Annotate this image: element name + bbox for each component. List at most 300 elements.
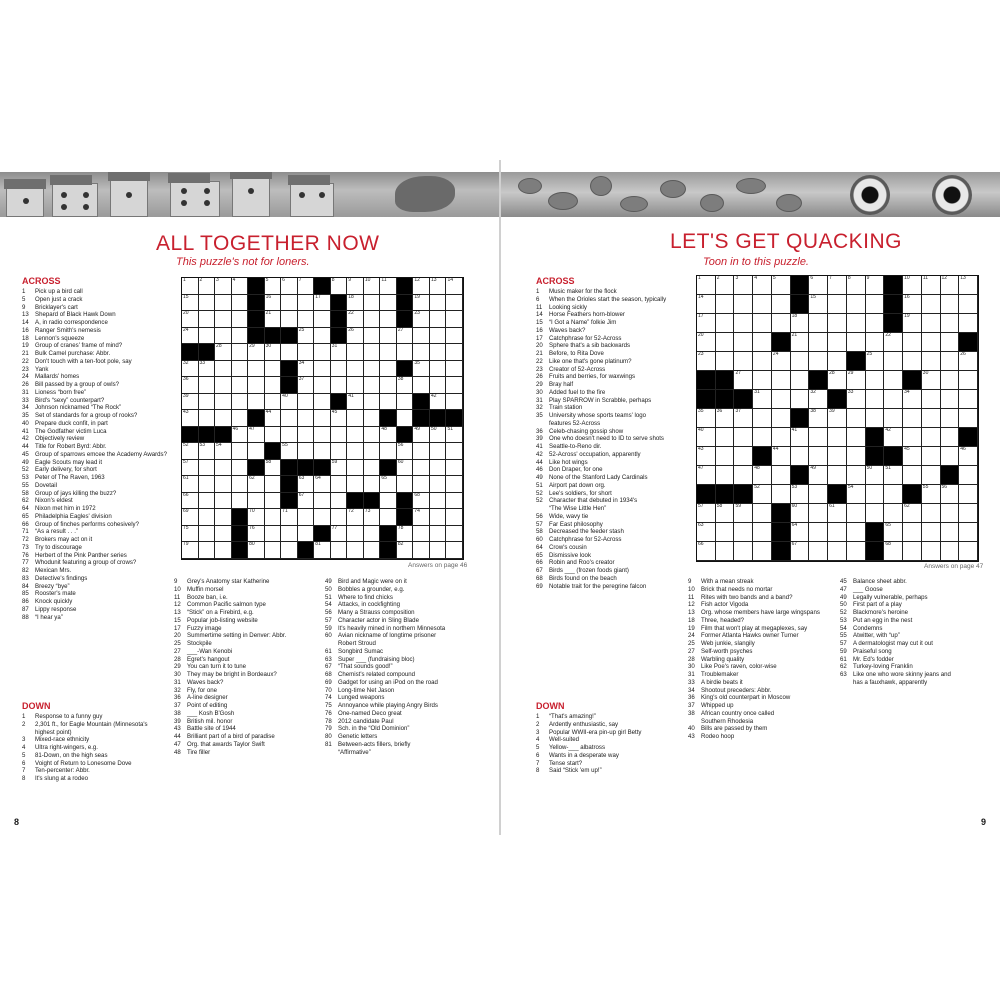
grid-cell[interactable] [331,410,348,427]
grid-cell[interactable] [959,485,978,504]
grid-cell[interactable] [298,493,315,510]
grid-cell[interactable] [314,509,331,526]
grid-cell[interactable] [232,476,249,493]
grid-cell[interactable] [753,504,772,523]
grid-cell[interactable] [959,409,978,428]
grid-cell[interactable] [866,485,885,504]
grid-cell[interactable] [397,460,414,477]
grid-cell[interactable] [413,476,430,493]
grid-cell[interactable] [347,410,364,427]
grid-cell[interactable] [903,390,922,409]
grid-cell[interactable] [364,377,381,394]
grid-cell[interactable] [265,476,282,493]
grid-cell[interactable] [265,278,282,295]
grid-cell[interactable] [753,428,772,447]
grid-cell[interactable] [884,409,903,428]
grid-cell[interactable] [298,427,315,444]
grid-cell[interactable] [215,443,232,460]
grid-cell[interactable] [364,476,381,493]
grid-cell[interactable] [791,504,810,523]
grid-cell[interactable] [232,410,249,427]
grid-cell[interactable] [430,328,447,345]
grid-cell[interactable] [753,371,772,390]
grid-cell[interactable] [772,447,791,466]
grid-cell[interactable] [697,466,716,485]
grid-cell[interactable] [716,504,735,523]
grid-cell[interactable] [248,542,265,559]
grid-cell[interactable] [903,333,922,352]
grid-cell[interactable] [347,394,364,411]
grid-cell[interactable] [847,466,866,485]
grid-cell[interactable] [734,314,753,333]
grid-cell[interactable] [791,523,810,542]
grid-cell[interactable] [866,504,885,523]
grid-cell[interactable] [215,311,232,328]
grid-cell[interactable] [215,410,232,427]
grid-cell[interactable] [772,276,791,295]
grid-cell[interactable] [697,409,716,428]
grid-cell[interactable] [314,328,331,345]
grid-cell[interactable] [281,443,298,460]
grid-cell[interactable] [809,523,828,542]
grid-cell[interactable] [734,409,753,428]
grid-cell[interactable] [809,542,828,561]
grid-cell[interactable] [331,509,348,526]
grid-cell[interactable] [232,295,249,312]
grid-cell[interactable] [364,542,381,559]
grid-cell[interactable] [331,526,348,543]
grid-cell[interactable] [847,295,866,314]
grid-cell[interactable] [298,361,315,378]
grid-cell[interactable] [847,371,866,390]
grid-cell[interactable] [199,443,216,460]
grid-cell[interactable] [430,295,447,312]
grid-cell[interactable] [884,485,903,504]
grid-cell[interactable] [430,443,447,460]
grid-cell[interactable] [215,493,232,510]
grid-cell[interactable] [446,509,463,526]
grid-cell[interactable] [380,278,397,295]
grid-cell[interactable] [413,344,430,361]
grid-cell[interactable] [941,390,960,409]
grid-cell[interactable] [347,311,364,328]
grid-cell[interactable] [397,377,414,394]
grid-cell[interactable] [903,428,922,447]
grid-cell[interactable] [265,295,282,312]
grid-cell[interactable] [182,278,199,295]
grid-cell[interactable] [182,526,199,543]
grid-cell[interactable] [903,523,922,542]
grid-cell[interactable] [866,295,885,314]
grid-cell[interactable] [347,542,364,559]
grid-cell[interactable] [232,328,249,345]
grid-cell[interactable] [903,466,922,485]
grid-cell[interactable] [215,278,232,295]
grid-cell[interactable] [716,466,735,485]
grid-cell[interactable] [265,377,282,394]
grid-cell[interactable] [884,390,903,409]
grid-cell[interactable] [314,476,331,493]
grid-cell[interactable] [199,278,216,295]
grid-cell[interactable] [347,295,364,312]
grid-cell[interactable] [941,485,960,504]
grid-cell[interactable] [922,447,941,466]
grid-cell[interactable] [446,394,463,411]
grid-cell[interactable] [380,344,397,361]
grid-cell[interactable] [248,394,265,411]
grid-cell[interactable] [215,295,232,312]
grid-cell[interactable] [347,328,364,345]
grid-cell[interactable] [380,328,397,345]
grid-cell[interactable] [884,466,903,485]
grid-cell[interactable] [314,394,331,411]
grid-cell[interactable] [959,352,978,371]
grid-cell[interactable] [866,466,885,485]
grid-cell[interactable] [364,311,381,328]
grid-cell[interactable] [809,352,828,371]
grid-cell[interactable] [182,493,199,510]
grid-cell[interactable] [941,371,960,390]
grid-cell[interactable] [922,428,941,447]
grid-cell[interactable] [232,311,249,328]
grid-cell[interactable] [380,295,397,312]
grid-cell[interactable] [281,509,298,526]
grid-cell[interactable] [182,377,199,394]
grid-cell[interactable] [716,276,735,295]
grid-cell[interactable] [734,295,753,314]
grid-cell[interactable] [446,377,463,394]
grid-cell[interactable] [697,523,716,542]
grid-cell[interactable] [314,377,331,394]
grid-cell[interactable] [314,410,331,427]
grid-cell[interactable] [232,427,249,444]
grid-cell[interactable] [298,278,315,295]
grid-cell[interactable] [903,542,922,561]
grid-cell[interactable] [446,526,463,543]
grid-cell[interactable] [697,542,716,561]
grid-cell[interactable] [446,344,463,361]
grid-cell[interactable] [772,314,791,333]
grid-cell[interactable] [380,476,397,493]
grid-cell[interactable] [298,443,315,460]
grid-cell[interactable] [413,509,430,526]
grid-cell[interactable] [397,443,414,460]
grid-cell[interactable] [347,526,364,543]
grid-cell[interactable] [941,276,960,295]
grid-cell[interactable] [734,542,753,561]
grid-cell[interactable] [884,428,903,447]
grid-cell[interactable] [182,509,199,526]
grid-cell[interactable] [413,295,430,312]
grid-cell[interactable] [847,542,866,561]
grid-cell[interactable] [347,377,364,394]
grid-cell[interactable] [716,447,735,466]
grid-cell[interactable] [903,314,922,333]
grid-cell[interactable] [232,443,249,460]
grid-cell[interactable] [697,352,716,371]
grid-cell[interactable] [199,526,216,543]
grid-cell[interactable] [446,361,463,378]
grid-cell[interactable] [772,371,791,390]
grid-cell[interactable] [922,409,941,428]
grid-cell[interactable] [397,394,414,411]
grid-cell[interactable] [716,352,735,371]
grid-cell[interactable] [791,485,810,504]
grid-cell[interactable] [347,361,364,378]
grid-cell[interactable] [734,523,753,542]
grid-cell[interactable] [866,390,885,409]
grid-cell[interactable] [380,427,397,444]
grid-cell[interactable] [922,276,941,295]
grid-cell[interactable] [922,466,941,485]
grid-cell[interactable] [753,276,772,295]
grid-cell[interactable] [314,542,331,559]
grid-cell[interactable] [866,352,885,371]
grid-cell[interactable] [809,504,828,523]
grid-cell[interactable] [413,443,430,460]
grid-cell[interactable] [734,466,753,485]
grid-cell[interactable] [281,410,298,427]
grid-cell[interactable] [697,428,716,447]
grid-cell[interactable] [298,295,315,312]
grid-cell[interactable] [430,542,447,559]
grid-cell[interactable] [828,409,847,428]
grid-cell[interactable] [697,276,716,295]
grid-cell[interactable] [182,476,199,493]
grid-cell[interactable] [941,447,960,466]
grid-cell[interactable] [397,476,414,493]
grid-cell[interactable] [265,460,282,477]
grid-cell[interactable] [331,427,348,444]
grid-cell[interactable] [828,428,847,447]
grid-cell[interactable] [347,443,364,460]
grid-cell[interactable] [791,542,810,561]
grid-cell[interactable] [248,443,265,460]
grid-cell[interactable] [215,377,232,394]
grid-cell[interactable] [430,394,447,411]
grid-cell[interactable] [364,427,381,444]
grid-cell[interactable] [364,361,381,378]
grid-cell[interactable] [716,409,735,428]
grid-cell[interactable] [430,493,447,510]
grid-cell[interactable] [215,394,232,411]
grid-cell[interactable] [430,427,447,444]
grid-cell[interactable] [182,361,199,378]
grid-cell[interactable] [397,410,414,427]
grid-cell[interactable] [828,371,847,390]
grid-cell[interactable] [430,460,447,477]
grid-cell[interactable] [697,447,716,466]
grid-cell[interactable] [413,542,430,559]
grid-cell[interactable] [753,542,772,561]
grid-cell[interactable] [716,542,735,561]
grid-cell[interactable] [232,377,249,394]
grid-cell[interactable] [397,526,414,543]
grid-cell[interactable] [941,333,960,352]
grid-cell[interactable] [232,278,249,295]
grid-cell[interactable] [884,504,903,523]
grid-cell[interactable] [697,504,716,523]
grid-cell[interactable] [215,542,232,559]
grid-cell[interactable] [809,390,828,409]
grid-cell[interactable] [753,466,772,485]
grid-cell[interactable] [314,427,331,444]
grid-cell[interactable] [753,295,772,314]
grid-cell[interactable] [199,493,216,510]
grid-cell[interactable] [331,476,348,493]
grid-cell[interactable] [364,526,381,543]
grid-cell[interactable] [248,427,265,444]
grid-cell[interactable] [884,352,903,371]
grid-cell[interactable] [959,295,978,314]
grid-cell[interactable] [397,328,414,345]
grid-cell[interactable] [847,314,866,333]
grid-cell[interactable] [828,542,847,561]
grid-cell[interactable] [199,377,216,394]
grid-cell[interactable] [772,428,791,447]
grid-cell[interactable] [772,466,791,485]
grid-cell[interactable] [941,409,960,428]
grid-cell[interactable] [298,344,315,361]
grid-cell[interactable] [791,447,810,466]
grid-cell[interactable] [364,410,381,427]
grid-cell[interactable] [380,361,397,378]
grid-cell[interactable] [446,460,463,477]
grid-cell[interactable] [281,295,298,312]
grid-cell[interactable] [446,493,463,510]
grid-cell[interactable] [941,314,960,333]
grid-cell[interactable] [959,466,978,485]
grid-cell[interactable] [281,311,298,328]
grid-cell[interactable] [314,361,331,378]
grid-cell[interactable] [413,361,430,378]
grid-cell[interactable] [959,504,978,523]
grid-cell[interactable] [791,333,810,352]
grid-cell[interactable] [364,394,381,411]
grid-cell[interactable] [809,276,828,295]
grid-cell[interactable] [364,328,381,345]
grid-cell[interactable] [314,443,331,460]
grid-cell[interactable] [232,460,249,477]
grid-cell[interactable] [298,328,315,345]
grid-cell[interactable] [941,352,960,371]
grid-cell[interactable] [922,352,941,371]
grid-cell[interactable] [364,344,381,361]
grid-cell[interactable] [866,409,885,428]
grid-cell[interactable] [941,428,960,447]
grid-cell[interactable] [716,314,735,333]
grid-cell[interactable] [446,427,463,444]
grid-cell[interactable] [347,278,364,295]
grid-cell[interactable] [397,542,414,559]
grid-cell[interactable] [298,394,315,411]
grid-cell[interactable] [922,314,941,333]
grid-cell[interactable] [232,493,249,510]
grid-cell[interactable] [248,509,265,526]
grid-cell[interactable] [347,460,364,477]
grid-cell[interactable] [199,460,216,477]
grid-cell[interactable] [199,476,216,493]
grid-cell[interactable] [791,428,810,447]
grid-cell[interactable] [734,504,753,523]
grid-cell[interactable] [828,523,847,542]
grid-cell[interactable] [380,493,397,510]
grid-cell[interactable] [922,504,941,523]
grid-cell[interactable] [753,314,772,333]
grid-cell[interactable] [866,276,885,295]
grid-cell[interactable] [265,542,282,559]
grid-cell[interactable] [314,344,331,361]
grid-cell[interactable] [922,333,941,352]
grid-cell[interactable] [734,447,753,466]
grid-cell[interactable] [753,352,772,371]
grid-cell[interactable] [182,295,199,312]
grid-cell[interactable] [772,390,791,409]
grid-cell[interactable] [215,460,232,477]
grid-cell[interactable] [215,328,232,345]
grid-cell[interactable] [903,276,922,295]
grid-cell[interactable] [922,295,941,314]
grid-cell[interactable] [413,278,430,295]
grid-cell[interactable] [182,410,199,427]
grid-cell[interactable] [331,344,348,361]
grid-cell[interactable] [772,485,791,504]
grid-cell[interactable] [809,314,828,333]
grid-cell[interactable] [248,377,265,394]
grid-cell[interactable] [347,476,364,493]
grid-cell[interactable] [446,311,463,328]
grid-cell[interactable] [331,493,348,510]
grid-cell[interactable] [199,509,216,526]
grid-cell[interactable] [265,493,282,510]
grid-cell[interactable] [298,311,315,328]
grid-cell[interactable] [884,333,903,352]
grid-cell[interactable] [430,344,447,361]
grid-cell[interactable] [446,328,463,345]
grid-cell[interactable] [281,344,298,361]
grid-cell[interactable] [828,504,847,523]
grid-cell[interactable] [248,476,265,493]
grid-cell[interactable] [959,447,978,466]
grid-cell[interactable] [866,314,885,333]
grid-cell[interactable] [847,409,866,428]
grid-cell[interactable] [364,278,381,295]
grid-cell[interactable] [347,344,364,361]
grid-cell[interactable] [716,333,735,352]
grid-cell[interactable] [232,394,249,411]
grid-cell[interactable] [265,344,282,361]
grid-cell[interactable] [809,428,828,447]
grid-cell[interactable] [413,427,430,444]
grid-cell[interactable] [248,526,265,543]
grid-cell[interactable] [828,276,847,295]
grid-cell[interactable] [446,278,463,295]
grid-cell[interactable] [734,276,753,295]
grid-cell[interactable] [753,523,772,542]
grid-cell[interactable] [314,295,331,312]
grid-cell[interactable] [215,509,232,526]
grid-cell[interactable] [446,476,463,493]
grid-cell[interactable] [941,504,960,523]
grid-cell[interactable] [199,542,216,559]
grid-cell[interactable] [430,377,447,394]
grid-cell[interactable] [847,485,866,504]
grid-cell[interactable] [364,295,381,312]
grid-cell[interactable] [716,428,735,447]
grid-cell[interactable] [753,409,772,428]
grid-cell[interactable] [248,493,265,510]
grid-cell[interactable] [903,295,922,314]
